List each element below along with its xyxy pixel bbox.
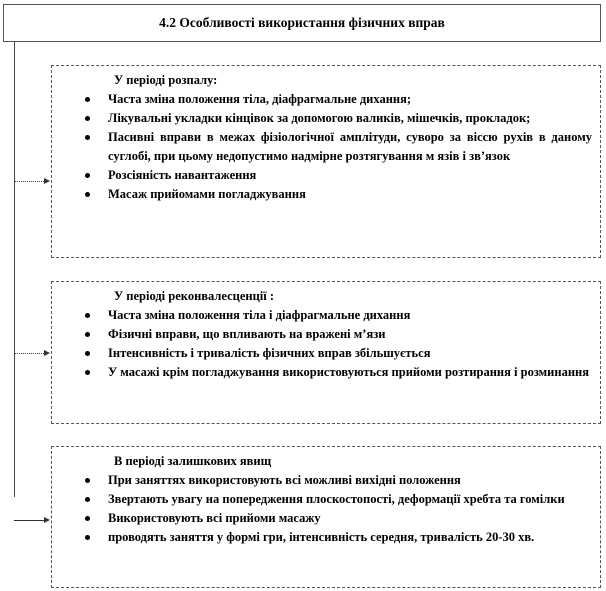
connector-arrow-residual bbox=[14, 520, 48, 521]
list-item-text: Пасивні вправи в межах фізіологічної амплітуди, суворо за віссю рухів в даному суглобі, при цьому недопустимо надмірне розтягування м язів і зв’язок bbox=[108, 130, 592, 163]
connector-arrow-convalescence bbox=[14, 353, 48, 354]
list-item bbox=[60, 306, 592, 325]
bullet-icon bbox=[85, 116, 90, 121]
list-item-text: Використовують всі прийоми масажу bbox=[108, 511, 321, 525]
list-item-text: Лікувальні укладки кінцівок за допомогою валиків, мішечків, прокладок; bbox=[108, 111, 531, 125]
section-heading: У періоді розпалу: bbox=[114, 73, 218, 87]
page-title-box bbox=[3, 4, 601, 42]
page-title: 4.2 Особливості використання фізичних вправ bbox=[159, 15, 445, 30]
bullet-icon bbox=[85, 516, 90, 521]
list-item-text: Часта зміна положення тіла, діафрагмальне дихання; bbox=[108, 92, 412, 106]
list-item bbox=[60, 185, 592, 204]
list-item-text: проводять заняття у формі гри, інтенсивність середня, тривалість 20-30 хв. bbox=[108, 530, 535, 544]
list-item-text: При заняттях використовують всі можливі вихідні положення bbox=[108, 473, 461, 487]
bullet-icon bbox=[85, 192, 90, 197]
list-item-text: Інтенсивність і тривалість фізичних вправ збільшується bbox=[108, 346, 431, 360]
list-item-text: У масажі крім погладжування використовуються прийоми розтирання і розминання bbox=[108, 365, 589, 379]
bullet-icon bbox=[85, 313, 90, 318]
list-item bbox=[60, 490, 592, 509]
list-item bbox=[60, 344, 592, 363]
section-acute-period bbox=[51, 65, 601, 258]
list-item bbox=[60, 128, 592, 166]
list-item bbox=[60, 509, 592, 528]
bullet-icon bbox=[85, 478, 90, 483]
list-item bbox=[60, 90, 592, 109]
list-item-text: Фізичні вправи, що впливають на вражені м’язи bbox=[108, 327, 386, 341]
connector-spine bbox=[14, 42, 15, 497]
bullet-icon bbox=[85, 535, 90, 540]
bullet-icon bbox=[85, 97, 90, 102]
bullet-icon bbox=[85, 135, 90, 140]
list-item bbox=[60, 471, 592, 490]
section-list bbox=[60, 90, 592, 204]
section-heading: У періоді реконвалесценції : bbox=[114, 289, 275, 303]
section-list bbox=[60, 306, 592, 382]
section-residual-period bbox=[51, 446, 601, 588]
list-item bbox=[60, 109, 592, 128]
bullet-icon bbox=[85, 497, 90, 502]
section-list bbox=[60, 471, 592, 547]
list-item bbox=[60, 528, 592, 547]
bullet-icon bbox=[85, 173, 90, 178]
bullet-icon bbox=[85, 351, 90, 356]
connector-arrow-acute bbox=[14, 181, 48, 182]
list-item bbox=[60, 325, 592, 344]
list-item-text: Розсіяність навантаження bbox=[108, 168, 257, 182]
bullet-icon bbox=[85, 370, 90, 375]
section-heading: В періоді залишкових явищ bbox=[114, 454, 272, 468]
list-item-text: Часта зміна положення тіла і діафрагмальне дихання bbox=[108, 308, 411, 322]
section-convalescence-period bbox=[51, 281, 601, 424]
list-item-text: Звертають увагу на попередження плоскостопості, деформації хребта та гомілки bbox=[108, 492, 565, 506]
list-item-text: Масаж прийомами погладжування bbox=[108, 187, 306, 201]
list-item bbox=[60, 166, 592, 185]
list-item bbox=[60, 363, 592, 382]
bullet-icon bbox=[85, 332, 90, 337]
